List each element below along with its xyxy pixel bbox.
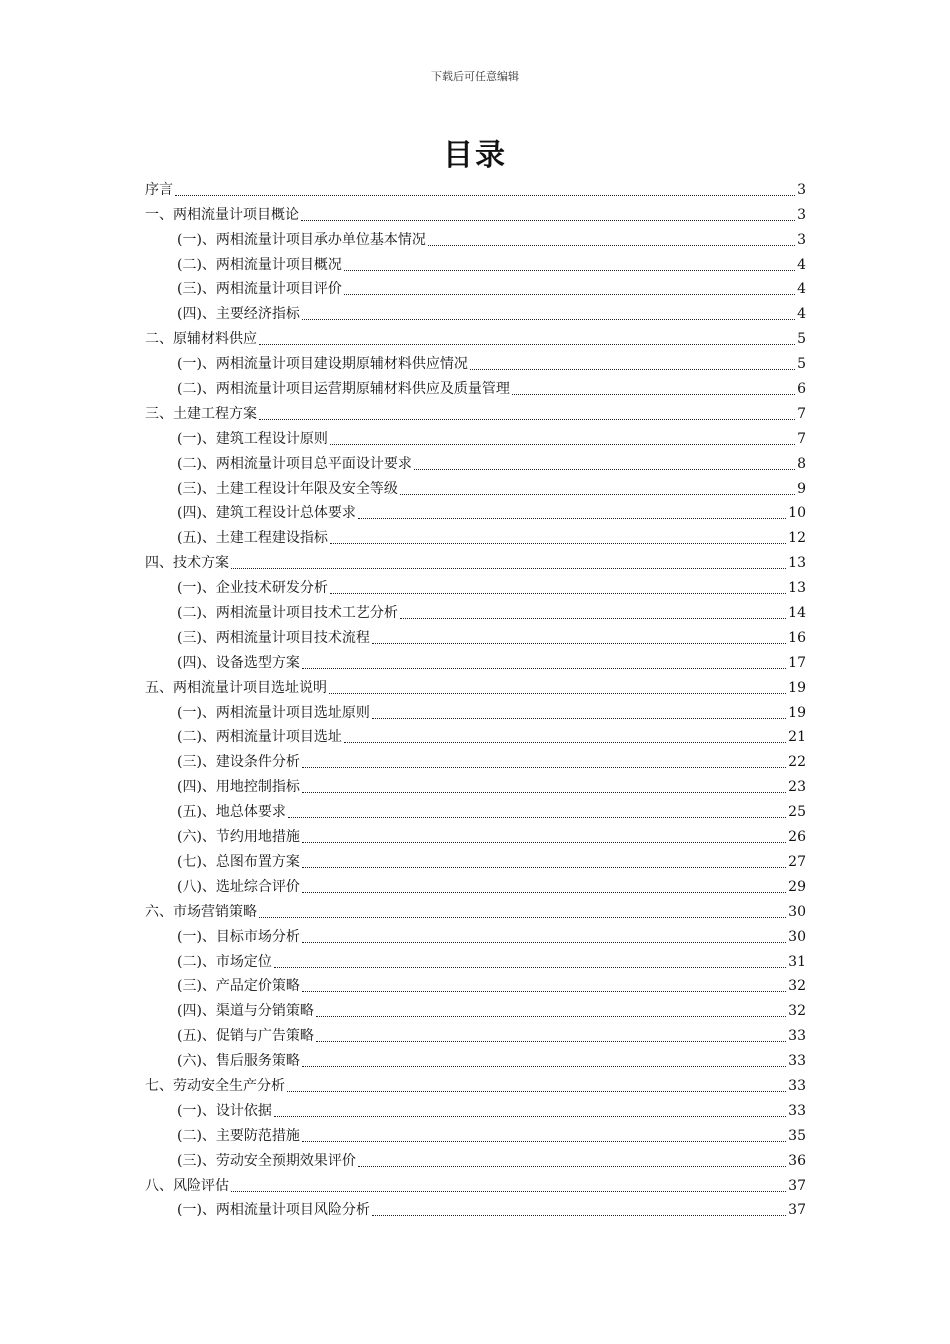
toc-entry[interactable] <box>145 1070 806 1095</box>
toc-entry-page-number: 6 <box>797 381 806 398</box>
toc-entry-page-number: 16 <box>788 629 806 646</box>
toc-entry[interactable] <box>145 199 806 224</box>
toc-entry[interactable] <box>145 1195 806 1220</box>
toc-dot-leader <box>470 369 795 370</box>
toc-dot-leader <box>316 1016 786 1017</box>
toc-entry-label: (一)、两相流量计项目建设期原辅材料供应情况 <box>177 356 468 373</box>
toc-entry-label: 三、土建工程方案 <box>145 405 257 422</box>
toc-entry[interactable] <box>145 846 806 871</box>
toc-dot-leader <box>400 618 786 619</box>
toc-dot-leader <box>372 1215 786 1216</box>
toc-entry-page-number: 25 <box>788 804 806 821</box>
toc-entry-label: (四)、用地控制指标 <box>177 779 300 796</box>
toc-dot-leader <box>344 742 786 743</box>
toc-entry-page-number: 26 <box>788 829 806 846</box>
toc-entry-label: (二)、主要防范措施 <box>177 1127 300 1144</box>
toc-entry[interactable] <box>145 1020 806 1045</box>
toc-dot-leader <box>302 991 786 992</box>
toc-entry-page-number: 37 <box>788 1177 806 1194</box>
toc-entry-label: 五、两相流量计项目选址说明 <box>145 679 327 696</box>
toc-entry[interactable] <box>145 473 806 498</box>
toc-entry[interactable] <box>145 821 806 846</box>
toc-entry-page-number: 17 <box>788 654 806 671</box>
toc-entry[interactable] <box>145 1120 806 1145</box>
toc-entry-label: (三)、产品定价策略 <box>177 978 300 995</box>
toc-entry-page-number: 3 <box>797 181 806 198</box>
toc-entry-label: (四)、主要经济指标 <box>177 306 300 323</box>
toc-entry[interactable] <box>145 1095 806 1120</box>
toc-entry-label: (三)、建设条件分析 <box>177 754 300 771</box>
toc-entry[interactable] <box>145 647 806 672</box>
toc-entry-label: (四)、设备选型方案 <box>177 654 300 671</box>
toc-entry[interactable] <box>145 1170 806 1195</box>
toc-entry-label: 二、原辅材料供应 <box>145 331 257 348</box>
toc-title: 目录 <box>443 138 507 173</box>
toc-dot-leader <box>302 892 786 893</box>
toc-entry[interactable] <box>145 348 806 373</box>
toc-entry-page-number: 22 <box>788 754 806 771</box>
toc-dot-leader <box>259 917 786 918</box>
toc-entry[interactable] <box>145 971 806 996</box>
toc-dot-leader <box>301 220 795 221</box>
toc-entry[interactable] <box>145 597 806 622</box>
toc-entry-page-number: 12 <box>788 530 806 547</box>
toc-entry-page-number: 5 <box>797 356 806 373</box>
toc-entry-label: (四)、渠道与分销策略 <box>177 1003 314 1020</box>
toc-dot-leader <box>302 1066 786 1067</box>
toc-entry[interactable] <box>145 224 806 249</box>
toc-entry-page-number: 35 <box>788 1127 806 1144</box>
toc-entry-label: (三)、土建工程设计年限及安全等级 <box>177 480 398 497</box>
toc-entry-label: 八、风险评估 <box>145 1177 229 1194</box>
toc-entry[interactable] <box>145 1045 806 1070</box>
toc-entry-label: (三)、两相流量计项目评价 <box>177 281 342 298</box>
toc-entry[interactable] <box>145 622 806 647</box>
toc-entry-page-number: 33 <box>788 1028 806 1045</box>
toc-entry-page-number: 4 <box>797 306 806 323</box>
toc-entry-page-number: 27 <box>788 853 806 870</box>
toc-dot-leader <box>302 792 786 793</box>
toc-entry[interactable] <box>145 746 806 771</box>
toc-entry-label: (五)、土建工程建设指标 <box>177 530 328 547</box>
toc-entry-label: (五)、促销与广告策略 <box>177 1028 314 1045</box>
toc-entry-label: (二)、市场定位 <box>177 953 272 970</box>
toc-entry-label: (一)、目标市场分析 <box>177 928 300 945</box>
toc-dot-leader <box>231 568 786 569</box>
toc-entry-page-number: 10 <box>788 505 806 522</box>
toc-dot-leader <box>302 842 786 843</box>
toc-entry[interactable] <box>145 547 806 572</box>
toc-entry[interactable] <box>145 871 806 896</box>
toc-entry[interactable] <box>145 423 806 448</box>
toc-entry[interactable] <box>145 722 806 747</box>
toc-entry-page-number: 23 <box>788 779 806 796</box>
toc-dot-leader <box>428 245 795 246</box>
toc-entry-page-number: 7 <box>797 430 806 447</box>
toc-entry-page-number: 3 <box>797 231 806 248</box>
toc-entry-label: (六)、节约用地措施 <box>177 829 300 846</box>
toc-entry[interactable] <box>145 398 806 423</box>
toc-dot-leader <box>372 643 786 644</box>
toc-dot-leader <box>330 543 786 544</box>
toc-dot-leader <box>231 1191 786 1192</box>
toc-entry[interactable] <box>145 298 806 323</box>
toc-entry[interactable] <box>145 572 806 597</box>
toc-entry[interactable] <box>145 697 806 722</box>
toc-dot-leader <box>274 1116 786 1117</box>
toc-entry-label: 四、技术方案 <box>145 555 229 572</box>
toc-entry-label: (二)、两相流量计项目技术工艺分析 <box>177 605 398 622</box>
toc-dot-leader <box>175 195 795 196</box>
toc-entry[interactable] <box>145 771 806 796</box>
toc-entry-label: (一)、建筑工程设计原则 <box>177 430 328 447</box>
toc-entry[interactable] <box>145 249 806 274</box>
toc-dot-leader <box>330 444 795 445</box>
toc-dot-leader <box>288 817 786 818</box>
toc-entry-label: 序言 <box>145 181 173 198</box>
toc-entry[interactable] <box>145 498 806 523</box>
toc-entry-label: (一)、企业技术研发分析 <box>177 580 328 597</box>
toc-entry[interactable] <box>145 672 806 697</box>
page-header: 下载后可任意编辑 <box>431 70 519 83</box>
toc-entry-page-number: 29 <box>788 878 806 895</box>
toc-entry-page-number: 4 <box>797 256 806 273</box>
toc-entry-page-number: 32 <box>788 978 806 995</box>
toc-entry[interactable] <box>145 522 806 547</box>
toc-dot-leader <box>372 718 786 719</box>
toc-dot-leader <box>512 394 795 395</box>
toc-entry-page-number: 31 <box>788 953 806 970</box>
toc-dot-leader <box>259 419 795 420</box>
toc-entry-label: (六)、售后服务策略 <box>177 1053 300 1070</box>
toc-dot-leader <box>329 693 786 694</box>
toc-entry[interactable] <box>145 274 806 299</box>
toc-dot-leader <box>302 668 786 669</box>
toc-entry[interactable] <box>145 946 806 971</box>
toc-entry-page-number: 33 <box>788 1102 806 1119</box>
toc-entry-page-number: 4 <box>797 281 806 298</box>
toc-entry-page-number: 13 <box>788 555 806 572</box>
toc-entry-label: (三)、劳动安全预期效果评价 <box>177 1152 356 1169</box>
toc-entry-label: (一)、两相流量计项目风险分析 <box>177 1202 370 1219</box>
toc-dot-leader <box>302 867 786 868</box>
toc-entry-page-number: 21 <box>788 729 806 746</box>
toc-entry[interactable] <box>145 373 806 398</box>
toc-entry-label: (二)、两相流量计项目概况 <box>177 256 342 273</box>
toc-entry-label: (一)、两相流量计项目承办单位基本情况 <box>177 231 426 248</box>
toc-entry-page-number: 9 <box>797 480 806 497</box>
toc-dot-leader <box>344 270 795 271</box>
toc-entry-page-number: 30 <box>788 928 806 945</box>
toc-dot-leader <box>400 494 795 495</box>
toc-dot-leader <box>330 593 786 594</box>
toc-entry-page-number: 19 <box>788 704 806 721</box>
toc-entry[interactable] <box>145 995 806 1020</box>
toc-entry-page-number: 7 <box>797 405 806 422</box>
toc-dot-leader <box>287 1091 786 1092</box>
toc-entry-label: (八)、选址综合评价 <box>177 878 300 895</box>
toc-entry-label: 一、两相流量计项目概论 <box>145 206 299 223</box>
toc-entry-page-number: 14 <box>788 605 806 622</box>
toc-dot-leader <box>358 518 786 519</box>
toc-dot-leader <box>414 469 795 470</box>
toc-entry[interactable] <box>145 921 806 946</box>
toc-entry[interactable] <box>145 896 806 921</box>
toc-entry-page-number: 36 <box>788 1152 806 1169</box>
toc-dot-leader <box>302 767 786 768</box>
toc-entry[interactable] <box>145 323 806 348</box>
toc-entry-page-number: 5 <box>797 331 806 348</box>
toc-entry-label: (四)、建筑工程设计总体要求 <box>177 505 356 522</box>
toc-entry-page-number: 30 <box>788 903 806 920</box>
toc-entry-label: (一)、设计依据 <box>177 1102 272 1119</box>
toc-entry-label: (七)、总图布置方案 <box>177 853 300 870</box>
toc-entry-label: (二)、两相流量计项目运营期原辅材料供应及质量管理 <box>177 381 510 398</box>
toc-entry-page-number: 33 <box>788 1077 806 1094</box>
toc-entry-page-number: 19 <box>788 679 806 696</box>
table-of-contents <box>145 174 806 1219</box>
toc-entry-page-number: 33 <box>788 1053 806 1070</box>
toc-entry-label: 七、劳动安全生产分析 <box>145 1077 285 1094</box>
toc-entry-page-number: 37 <box>788 1202 806 1219</box>
toc-dot-leader <box>302 319 795 320</box>
toc-entry-page-number: 8 <box>797 455 806 472</box>
toc-dot-leader <box>259 344 795 345</box>
toc-entry-page-number: 13 <box>788 580 806 597</box>
toc-dot-leader <box>316 1041 786 1042</box>
toc-entry[interactable] <box>145 796 806 821</box>
toc-entry-label: (二)、两相流量计项目总平面设计要求 <box>177 455 412 472</box>
toc-entry-label: (五)、地总体要求 <box>177 804 286 821</box>
toc-entry-page-number: 32 <box>788 1003 806 1020</box>
toc-dot-leader <box>302 1141 786 1142</box>
toc-entry[interactable] <box>145 448 806 473</box>
toc-entry-label: (一)、两相流量计项目选址原则 <box>177 704 370 721</box>
toc-dot-leader <box>358 1166 786 1167</box>
toc-entry[interactable] <box>145 1145 806 1170</box>
toc-entry-page-number: 3 <box>797 206 806 223</box>
toc-dot-leader <box>344 294 795 295</box>
toc-entry-label: (二)、两相流量计项目选址 <box>177 729 342 746</box>
toc-dot-leader <box>274 967 786 968</box>
toc-dot-leader <box>302 942 786 943</box>
toc-entry[interactable] <box>145 174 806 199</box>
toc-entry-label: (三)、两相流量计项目技术流程 <box>177 629 370 646</box>
toc-entry-label: 六、市场营销策略 <box>145 903 257 920</box>
